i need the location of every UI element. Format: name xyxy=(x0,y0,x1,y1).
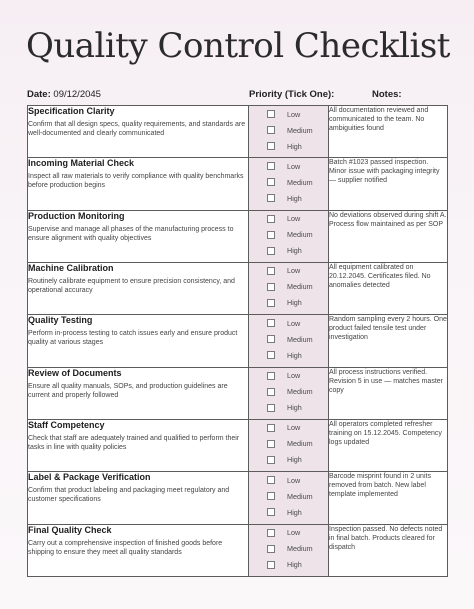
task-cell xyxy=(28,158,249,210)
priority-option-low[interactable] xyxy=(249,158,328,174)
checklist-row xyxy=(28,524,448,576)
priority-high-label: High xyxy=(287,403,302,413)
priority-low-checkbox[interactable] xyxy=(267,476,275,484)
task-description: Routinely calibrate equipment to ensure precision consistency, and operational accuracy xyxy=(28,277,235,294)
priority-option-low[interactable] xyxy=(249,420,328,436)
priority-high-checkbox[interactable] xyxy=(267,247,275,255)
priority-medium-label: Medium xyxy=(287,177,313,187)
priority-cell xyxy=(249,419,329,471)
priority-medium-label: Medium xyxy=(287,387,313,397)
priority-medium-label: Medium xyxy=(287,282,313,292)
priority-low-checkbox[interactable] xyxy=(267,215,275,223)
priority-option-low[interactable] xyxy=(249,106,328,122)
task-cell xyxy=(28,472,249,524)
priority-low-label: Low xyxy=(287,109,301,119)
task-title: Review of Documents xyxy=(28,367,122,378)
priority-medium-label: Medium xyxy=(287,125,313,135)
priority-option-low[interactable] xyxy=(249,263,328,279)
task-description: Supervise and manage all phases of the manufacturing process to ensure alignment with quality objectives xyxy=(28,225,234,242)
priority-option-high[interactable] xyxy=(249,347,328,363)
priority-option-low[interactable] xyxy=(249,472,328,488)
priority-low-label: Low xyxy=(287,423,301,433)
task-title: Machine Calibration xyxy=(28,262,114,273)
priority-option-medium[interactable] xyxy=(249,174,328,190)
task-description: Inspect all raw materials to verify compliance with quality benchmarks before production begins xyxy=(28,173,244,190)
notes-cell: All operators completed refresher training on 15.12.2045. Competency logs updated xyxy=(329,419,448,471)
priority-high-checkbox[interactable] xyxy=(267,351,275,359)
task-title: Quality Testing xyxy=(28,315,93,326)
task-description: Confirm that product labeling and packaging meet regulatory and customer specifications xyxy=(28,487,230,504)
task-cell xyxy=(28,262,249,314)
task-title: Staff Competency xyxy=(28,419,105,430)
priority-medium-checkbox[interactable] xyxy=(267,231,275,239)
date-value: 09/12/2045 xyxy=(53,89,101,100)
priority-high-checkbox[interactable] xyxy=(267,561,275,569)
priority-option-high[interactable] xyxy=(249,400,328,416)
task-title: Specification Clarity xyxy=(28,106,115,116)
priority-header: Priority (Tick One): xyxy=(249,89,335,100)
checklist-row xyxy=(28,367,448,419)
priority-high-checkbox[interactable] xyxy=(267,299,275,307)
priority-low-label: Low xyxy=(287,318,301,328)
notes-cell: All documentation reviewed and communicated to the team. No ambiguities found xyxy=(329,106,448,158)
priority-cell xyxy=(249,106,329,158)
priority-high-label: High xyxy=(287,246,302,256)
notes-cell: All equipment calibrated on 20.12.2045. Certificates filed. No anomalies detected xyxy=(329,262,448,314)
priority-medium-checkbox[interactable] xyxy=(267,126,275,134)
priority-option-high[interactable] xyxy=(249,243,328,259)
task-description: Check that staff are adequately trained and qualified to perform their tasks in line with quality policies xyxy=(28,434,240,451)
priority-cell xyxy=(249,210,329,262)
priority-cell xyxy=(249,315,329,367)
priority-medium-checkbox[interactable] xyxy=(267,335,275,343)
priority-high-checkbox[interactable] xyxy=(267,404,275,412)
task-cell xyxy=(28,210,249,262)
page-title: Quality Control Checklist xyxy=(26,26,450,66)
task-cell xyxy=(28,524,249,576)
priority-medium-checkbox[interactable] xyxy=(267,178,275,186)
priority-high-label: High xyxy=(287,141,302,151)
priority-option-medium[interactable] xyxy=(249,227,328,243)
priority-medium-label: Medium xyxy=(287,230,313,240)
priority-high-label: High xyxy=(287,350,302,360)
checklist-row xyxy=(28,262,448,314)
priority-medium-checkbox[interactable] xyxy=(267,440,275,448)
priority-low-checkbox[interactable] xyxy=(267,372,275,380)
priority-low-checkbox[interactable] xyxy=(267,267,275,275)
priority-low-label: Low xyxy=(287,371,301,381)
priority-high-checkbox[interactable] xyxy=(267,194,275,202)
priority-high-checkbox[interactable] xyxy=(267,142,275,150)
priority-high-label: High xyxy=(287,560,302,570)
notes-cell: All process instructions verified. Revision 5 in use — matches master copy xyxy=(329,367,448,419)
task-cell xyxy=(28,419,249,471)
priority-low-label: Low xyxy=(287,266,301,276)
priority-medium-checkbox[interactable] xyxy=(267,283,275,291)
notes-cell: Batch #1023 passed inspection. Minor issue with packaging integrity — supplier notified xyxy=(329,158,448,210)
date-field xyxy=(27,89,101,100)
priority-option-high[interactable] xyxy=(249,557,328,573)
priority-low-checkbox[interactable] xyxy=(267,424,275,432)
priority-low-checkbox[interactable] xyxy=(267,162,275,170)
priority-option-medium[interactable] xyxy=(249,436,328,452)
checklist-row xyxy=(28,419,448,471)
priority-low-label: Low xyxy=(287,528,301,538)
priority-medium-checkbox[interactable] xyxy=(267,545,275,553)
notes-cell: Barcode misprint found in 2 units removed from batch. New label template implemented xyxy=(329,472,448,524)
priority-medium-label: Medium xyxy=(287,544,313,554)
checklist-row xyxy=(28,158,448,210)
priority-option-low[interactable] xyxy=(249,525,328,541)
priority-option-low[interactable] xyxy=(249,315,328,331)
priority-low-checkbox[interactable] xyxy=(267,319,275,327)
date-label: Date: xyxy=(27,89,51,100)
priority-option-high[interactable] xyxy=(249,138,328,154)
notes-cell: Inspection passed. No defects noted in final batch. Products cleared for dispatch xyxy=(329,524,448,576)
checklist-table xyxy=(27,105,448,577)
checklist-row xyxy=(28,210,448,262)
task-title: Production Monitoring xyxy=(28,210,125,221)
priority-low-label: Low xyxy=(287,214,301,224)
priority-medium-label: Medium xyxy=(287,491,313,501)
task-cell xyxy=(28,315,249,367)
priority-option-medium[interactable] xyxy=(249,384,328,400)
task-title: Final Quality Check xyxy=(28,524,112,535)
checklist-row xyxy=(28,106,448,158)
priority-option-high[interactable] xyxy=(249,452,328,468)
notes-cell: No deviations observed during shift A. Process flow maintained as per SOP xyxy=(329,210,448,262)
priority-low-checkbox[interactable] xyxy=(267,110,275,118)
priority-low-label: Low xyxy=(287,475,301,485)
priority-high-checkbox[interactable] xyxy=(267,456,275,464)
priority-high-label: High xyxy=(287,455,302,465)
checklist-row xyxy=(28,315,448,367)
priority-high-label: High xyxy=(287,507,302,517)
priority-medium-label: Medium xyxy=(287,334,313,344)
priority-high-checkbox[interactable] xyxy=(267,508,275,516)
priority-low-label: Low xyxy=(287,161,301,171)
priority-option-medium[interactable] xyxy=(249,122,328,138)
priority-high-label: High xyxy=(287,298,302,308)
priority-option-medium[interactable] xyxy=(249,279,328,295)
task-description: Confirm that all design specs, quality requirements, and standards are well-documented and clearly communicated xyxy=(28,121,246,137)
priority-option-medium[interactable] xyxy=(249,488,328,504)
priority-medium-checkbox[interactable] xyxy=(267,492,275,500)
priority-cell xyxy=(249,262,329,314)
priority-low-checkbox[interactable] xyxy=(267,529,275,537)
priority-option-medium[interactable] xyxy=(249,541,328,557)
priority-cell xyxy=(249,158,329,210)
priority-option-low[interactable] xyxy=(249,211,328,227)
task-cell xyxy=(28,367,249,419)
priority-cell xyxy=(249,524,329,576)
task-description: Carry out a comprehensive inspection of finished goods before shipping to ensure they meet all quality standards xyxy=(28,539,223,556)
priority-option-high[interactable] xyxy=(249,504,328,520)
priority-option-medium[interactable] xyxy=(249,331,328,347)
priority-high-label: High xyxy=(287,193,302,203)
priority-option-high[interactable] xyxy=(249,190,328,206)
priority-medium-label: Medium xyxy=(287,439,313,449)
notes-header: Notes: xyxy=(372,89,402,100)
notes-cell: Random sampling every 2 hours. One product failed tensile test under investigation xyxy=(329,315,448,367)
task-title: Label & Package Verification xyxy=(28,472,151,483)
priority-cell xyxy=(249,472,329,524)
task-cell xyxy=(28,106,249,158)
task-title: Incoming Material Check xyxy=(28,158,135,169)
priority-cell xyxy=(249,367,329,419)
task-description: Ensure all quality manuals, SOPs, and production guidelines are current and properly followed xyxy=(28,382,228,399)
priority-medium-checkbox[interactable] xyxy=(267,388,275,396)
priority-option-high[interactable] xyxy=(249,295,328,311)
task-description: Perform in-process testing to catch issues early and ensure product quality at various stages xyxy=(28,330,238,347)
checklist-row xyxy=(28,472,448,524)
priority-option-low[interactable] xyxy=(249,368,328,384)
